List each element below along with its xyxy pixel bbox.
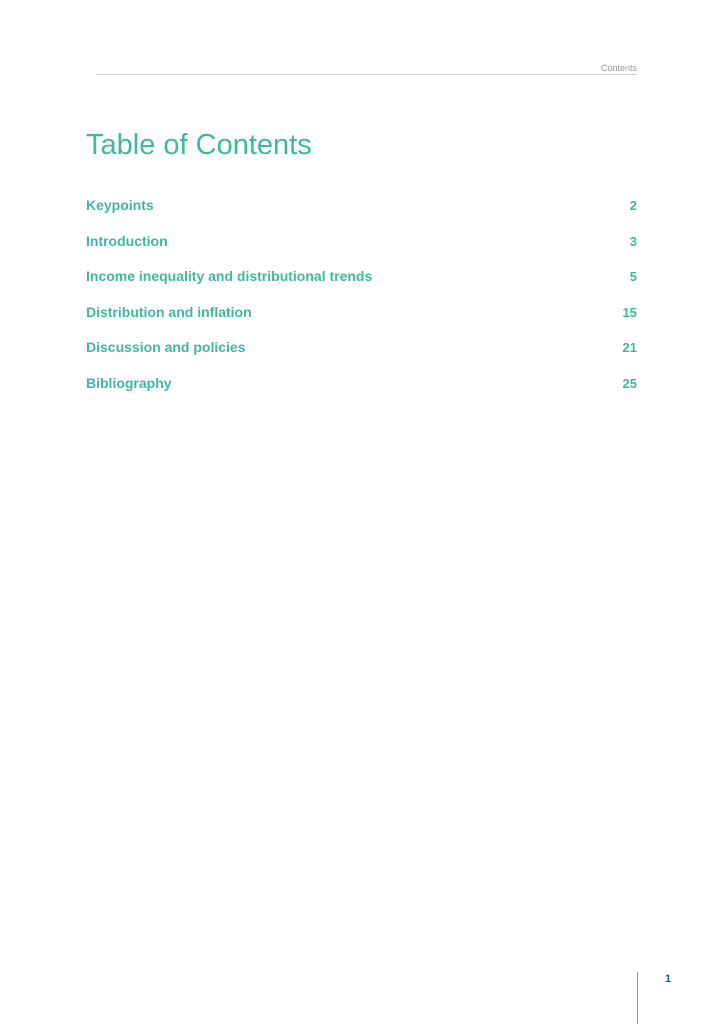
toc-entry-page-number[interactable]: 3	[629, 233, 637, 249]
toc-entry-page-number[interactable]: 25	[622, 375, 637, 391]
toc-entry-label[interactable]: Keypoints	[86, 197, 154, 213]
running-header	[96, 62, 637, 75]
toc-entry-label[interactable]: Discussion and policies	[86, 339, 246, 355]
toc-entry-income-inequality[interactable]	[86, 267, 637, 303]
toc-entry-label[interactable]: Income inequality and distributional trends	[86, 268, 373, 284]
toc-entry-distribution-inflation[interactable]	[86, 303, 637, 339]
running-header-label: Contents	[600, 63, 637, 73]
toc-entry-introduction[interactable]	[86, 232, 637, 268]
toc-entry-keypoints[interactable]	[86, 196, 637, 232]
toc-entry-label[interactable]: Bibliography	[86, 374, 172, 391]
footer-divider	[637, 972, 638, 1024]
toc-list	[86, 196, 637, 409]
toc-entry-page-number[interactable]: 5	[629, 269, 637, 284]
toc-entry-page-number[interactable]: 2	[629, 198, 637, 213]
page-number: 1	[665, 973, 672, 985]
toc-entry-label[interactable]: Introduction	[86, 232, 168, 249]
toc-entry-discussion-policies[interactable]	[86, 338, 637, 374]
page-title: Table of Contents	[86, 129, 312, 161]
toc-entry-page-number[interactable]: 15	[622, 304, 637, 320]
toc-entry-page-number[interactable]: 21	[622, 340, 637, 355]
toc-entry-bibliography[interactable]	[86, 374, 637, 410]
toc-entry-label[interactable]: Distribution and inflation	[86, 303, 252, 320]
